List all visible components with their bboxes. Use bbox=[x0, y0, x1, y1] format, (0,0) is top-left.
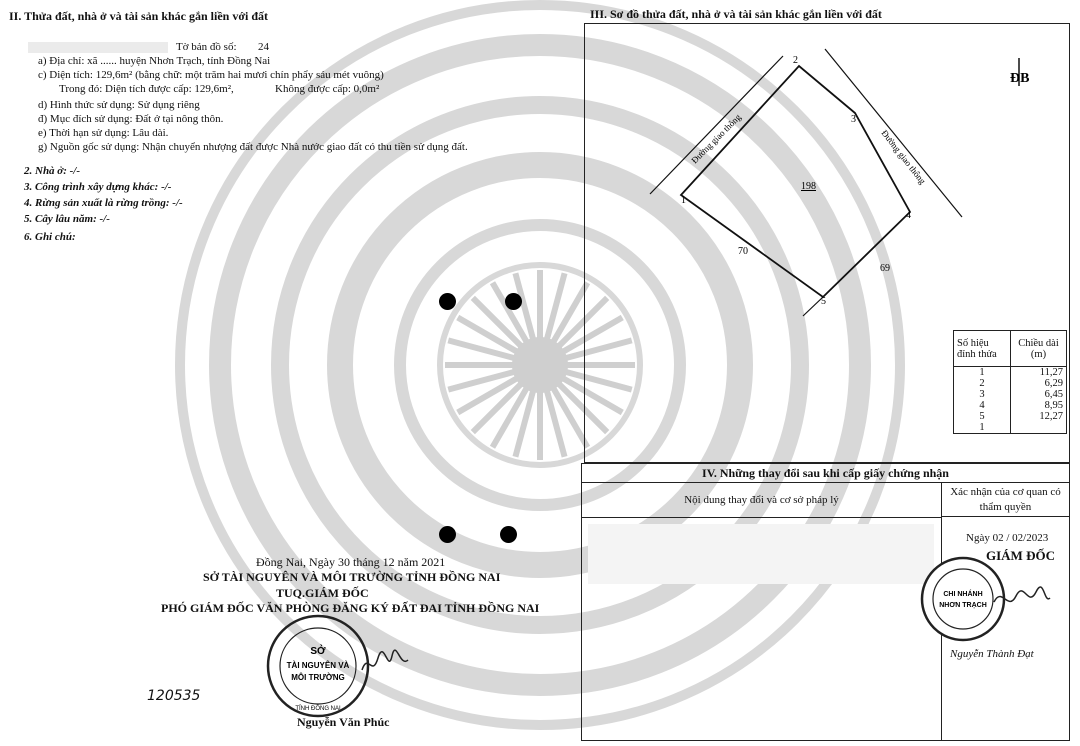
table-cell-vertex: 2 bbox=[954, 378, 1011, 389]
redaction-dot bbox=[500, 526, 517, 543]
usage-origin: g) Nguồn gốc sử dụng: Nhận chuyển nhượng đất được Nhà nước giao đất có thu tiền sử dụng đất. bbox=[38, 141, 468, 153]
redaction-dot bbox=[439, 293, 456, 310]
area-line: c) Diện tích: 129,6m² (bằng chữ: một trăm hai mươi chín phẩy sáu mét vuông) bbox=[38, 69, 384, 81]
map-sheet-value: 24 bbox=[258, 41, 269, 53]
parcel-number: 198 bbox=[801, 181, 816, 192]
vertex-label: 1 bbox=[681, 195, 686, 206]
perennial-line: 5. Cây lâu năm: -/- bbox=[24, 213, 110, 225]
changes-col-confirm-header: Xác nhận của cơ quan có thẩm quyền bbox=[942, 483, 1069, 517]
notes-line: 6. Ghi chú: bbox=[24, 231, 76, 243]
table-cell-length: 8,95 bbox=[1011, 400, 1067, 411]
svg-text:TỈNH ĐỒNG NAI: TỈNH ĐỒNG NAI bbox=[295, 706, 341, 712]
redacted-owner-block bbox=[28, 42, 168, 53]
section3-title: III. Sơ đồ thửa đất, nhà ở và tài sản khác gắn liền với đất bbox=[590, 7, 882, 21]
map-sheet-label: Tờ bản đồ số: bbox=[176, 41, 237, 53]
svg-text:TÀI NGUYÊN VÀ: TÀI NGUYÊN VÀ bbox=[286, 661, 350, 670]
section4-title: IV. Những thay đổi sau khi cấp giấy chứng nhận bbox=[582, 464, 1069, 483]
edge-length-table bbox=[953, 330, 1067, 434]
svg-text:CHI NHÁNH: CHI NHÁNH bbox=[943, 591, 983, 598]
table-cell-vertex: 4 bbox=[954, 400, 1011, 411]
confirm-date: Ngày 02 / 02/2023 bbox=[966, 532, 1049, 544]
signer-position: PHÓ GIÁM ĐỐC VĂN PHÒNG ĐĂNG KÝ ĐẤT ĐAI TỈNH ĐỒNG NAI bbox=[161, 601, 540, 615]
vertex-label: 3 bbox=[851, 114, 856, 125]
org-seal bbox=[262, 612, 374, 720]
section2-title: II. Thửa đất, nhà ở và tài sản khác gắn liền với đất bbox=[9, 9, 269, 23]
redaction-dot bbox=[439, 526, 456, 543]
right-signer-name: Nguyễn Thành Đạt bbox=[950, 648, 1034, 660]
confirm-position: GIÁM ĐỐC bbox=[986, 548, 1055, 563]
vertex-label: 2 bbox=[793, 55, 798, 66]
signature-scribble bbox=[992, 584, 1052, 614]
north-arrow-icon bbox=[1010, 58, 1029, 86]
header-length: Chiều dài (m) bbox=[1011, 331, 1067, 367]
house-line: 2. Nhà ở: -/- bbox=[24, 165, 81, 177]
svg-text:SỞ: SỞ bbox=[310, 646, 326, 657]
signature-scribble bbox=[360, 648, 410, 678]
address-line: a) Địa chỉ: xã ...... huyện Nhơn Trạch, tỉnh Đồng Nai bbox=[38, 55, 271, 67]
neighbor-69: 69 bbox=[880, 263, 890, 274]
header-vertex: Số hiệu đỉnh thửa bbox=[954, 331, 1011, 367]
svg-text:NHƠN TRẠCH: NHƠN TRẠCH bbox=[939, 602, 987, 609]
neighbor-70: 70 bbox=[738, 246, 748, 257]
north-symbol: ĐB bbox=[1010, 71, 1030, 86]
table-cell-vertex: 3 bbox=[954, 389, 1011, 400]
table-cell-length: 6,45 bbox=[1011, 389, 1067, 400]
tuq-line: TUQ.GIÁM ĐỐC bbox=[276, 586, 369, 600]
usage-purpose: đ) Mục đích sử dụng: Đất ở tại nông thôn. bbox=[38, 113, 224, 125]
usage-form: d) Hình thức sử dụng: Sử dụng riêng bbox=[38, 99, 200, 111]
table-cell-length bbox=[1011, 422, 1067, 434]
left-signer-name: Nguyễn Văn Phúc bbox=[297, 715, 390, 729]
redaction-dot bbox=[505, 293, 522, 310]
vertex-label: 5 bbox=[821, 296, 826, 307]
table-cell-vertex: 1 bbox=[954, 367, 1011, 379]
table-cell-length: 6,29 bbox=[1011, 378, 1067, 389]
svg-text:MÔI TRƯỜNG: MÔI TRƯỜNG bbox=[291, 673, 345, 682]
forest-line: 4. Rừng sản xuất là rừng trồng: -/- bbox=[24, 197, 183, 209]
redacted-change-content bbox=[588, 524, 934, 584]
issue-date: Đồng Nai, Ngày 30 tháng 12 năm 2021 bbox=[256, 555, 446, 569]
area-granted: Trong đó: Diện tích được cấp: 129,6m², bbox=[59, 83, 234, 95]
table-cell-vertex: 5 bbox=[954, 411, 1011, 422]
changes-col-content-header: Nội dung thay đổi và cơ sở pháp lý bbox=[582, 483, 941, 518]
other-works-line: 3. Công trình xây dựng khác: -/- bbox=[24, 181, 172, 193]
table-cell-vertex: 1 bbox=[954, 422, 1011, 434]
road-label-right: Đường giao thông bbox=[879, 128, 928, 186]
vertex-label: 4 bbox=[906, 210, 911, 221]
table-cell-length: 12,27 bbox=[1011, 411, 1067, 422]
handwritten-number: 120535 bbox=[147, 688, 201, 704]
changes-frame bbox=[581, 463, 1070, 741]
issuing-org: SỞ TÀI NGUYÊN VÀ MÔI TRƯỜNG TỈNH ĐỒNG NAI bbox=[203, 570, 501, 584]
area-not-granted: Không được cấp: 0,0m² bbox=[275, 83, 380, 95]
usage-term: e) Thời hạn sử dụng: Lâu dài. bbox=[38, 127, 169, 139]
road-label-left: Đường giao thông bbox=[689, 111, 743, 166]
table-cell-length: 11,27 bbox=[1011, 367, 1067, 379]
